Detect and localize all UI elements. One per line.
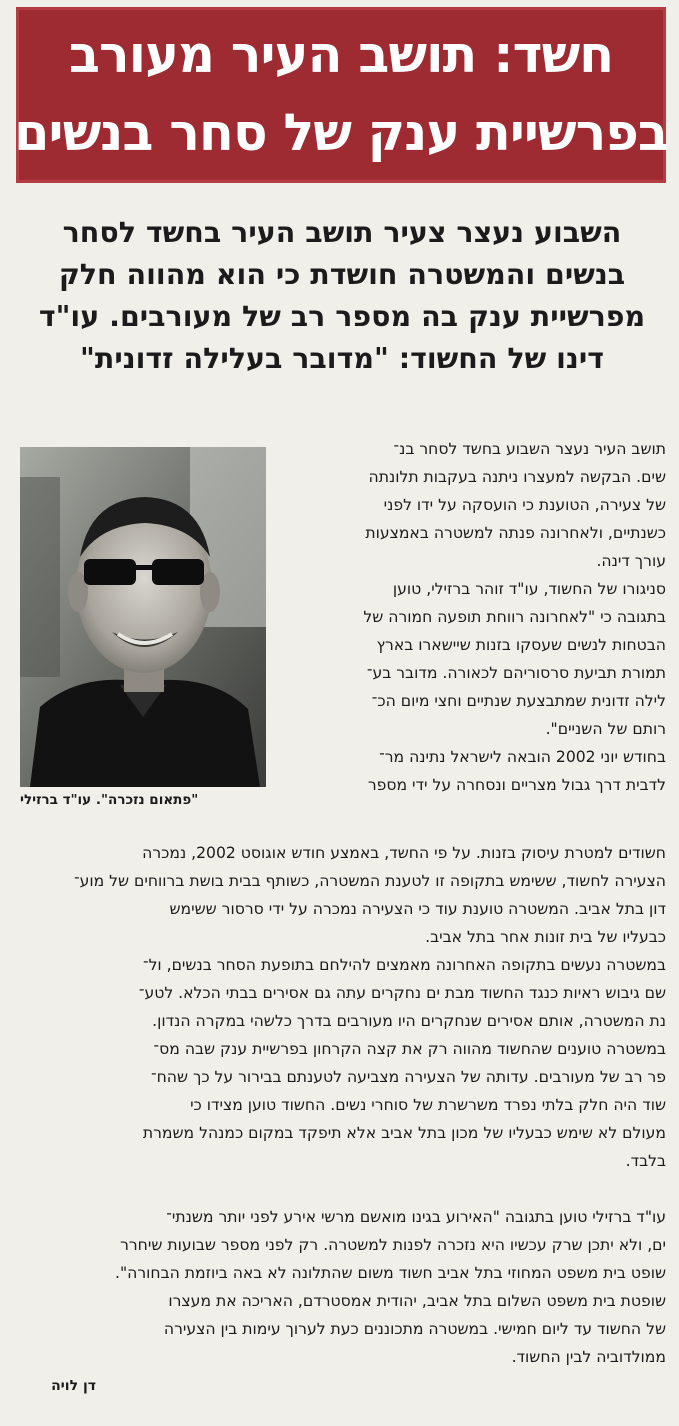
body-line: כשנתיים, ולאחרונה פנתה למשטרה באמצעות xyxy=(365,524,666,542)
body-line: לדבית דרך גבול מצריים ונסחרה על ידי מספר xyxy=(367,776,666,794)
body-line: שופטת בית משפט השלום בתל אביב, יהודית אמסטרדם, האריכה את מעצרו xyxy=(168,1292,666,1310)
body-line: בחודש יוני 2002 הובאה לישראל נתינה מר־ xyxy=(379,748,666,766)
body-line: רותם של השניים". xyxy=(545,720,666,738)
lead-line: בנשים והמשטרה חושדת כי הוא מהווה חלק xyxy=(58,258,626,291)
body-line: הצעירה לחשוד, ששימש בתקופה זו לטענת המשטרה, כשותף בבית בושת ברווחים של מוע־ xyxy=(73,872,666,890)
body-line: שם גיבוש ראיות כנגד החשוד מבת ים נחקרים עתה גם אסירים בבתי הכלא. לטע־ xyxy=(138,984,666,1002)
body-line: של צעירה, הטוענת כי הועסקה על ידו לפני xyxy=(383,496,666,514)
body-line: עורך דינה. xyxy=(596,552,666,570)
body-line: שים. הבקשה למעצרו ניתנה בעקבות תלונתה xyxy=(368,468,666,486)
body-line: שוד היה חלק בלתי נפרד משרשרת של סוחרי נשים. החשוד טוען מצידו כי xyxy=(190,1096,666,1114)
body-line: ים, ולא יתכן שרק עכשיו היא נזכרה לפנות למשטרה. רק לפני מספר שבועות שיחרר xyxy=(120,1236,666,1254)
body-line: עו"ד ברזילי טוען בתגובה "האירוע בגינו מואשם מרשי אירע לפני יותר משנתי־ xyxy=(166,1208,666,1226)
body-line: תושב העיר נעצר השבוע בחשד לסחר בנ־ xyxy=(393,440,666,458)
body-line: הבטחות לנשים שעסקו בזנות שיישארו בארץ xyxy=(376,636,666,654)
body-line: של החשוד עד ליום חמישי. במשטרה מתכוננים כעת לערוך עימות בין הצעירה xyxy=(163,1320,666,1338)
body-line: בלבד. xyxy=(625,1152,666,1170)
body-line: דון בתל אביב. המשטרה טוענת עוד כי הצעירה נמכרה על ידי סרסור ששימש xyxy=(169,900,666,918)
body-line: תמורת תביעת סרסוריהם לכאורה. מדובר בע־ xyxy=(366,664,666,682)
body-line: כבעליו של בית זונות אחר בתל אביב. xyxy=(425,928,666,946)
headline-line-2: בפרשיית ענק של סחר בנשים xyxy=(14,104,668,163)
lead-line: מפרשיית ענק בה מספר רב של מעורבים. עו"ד xyxy=(38,300,646,333)
author-byline: דן לויה xyxy=(51,1378,96,1394)
photo-caption: "פתאום נזכרה". עו"ד ברזילי xyxy=(20,792,199,808)
body-line: סניגורו של החשוד, עו"ד זוהר ברזילי, טוען xyxy=(392,580,666,598)
body-line: פר רב של מעורבים. עדותה של הצעירה מצביעה לטענתם בבירור על כך שהח־ xyxy=(150,1068,666,1086)
body-line: מעולם לא שימש כבעליו של מכון בתל אביב אלא תיפקד במקום כמנהל משמרת xyxy=(142,1124,666,1142)
body-line: לילה זדונית שמתבצעת שנתיים וחצי מיום הכ־ xyxy=(371,692,666,710)
headline-banner xyxy=(16,7,666,183)
body-line: במשטרה נעשים בתקופה האחרונה מאמצים להילחם בתופעת הסחר בנשים, ול־ xyxy=(142,956,666,974)
body-line: במשטרה טוענים שהחשוד מהווה רק את קצה הקרחון בפרשיית ענק שבה מס־ xyxy=(153,1040,666,1058)
body-line: נת המשטרה, אותם אסירים שנחקרים היו מעורבים בדרך כלשהי במקרה הנדון. xyxy=(152,1012,666,1030)
lead-line: השבוע נעצר צעיר תושב העיר בחשד לסחר xyxy=(62,216,622,249)
body-line: חשודים למטרת עיסוק בזנות. על פי החשד, באמצע חודש אוגוסט 2002, נמכרה xyxy=(142,844,666,862)
lead-line: דינו של החשוד: "מדובר בעלילה זדונית" xyxy=(80,342,604,375)
body-line: בתגובה כי "לאחרונה רווחת תופעה חמורה של xyxy=(363,608,666,626)
lawyer-photo xyxy=(20,447,266,787)
lawyer-portrait-image xyxy=(20,447,266,787)
headline-line-1: חשד: תושב העיר מעורב xyxy=(68,26,614,85)
lead-paragraph xyxy=(20,212,664,380)
body-line: שופט בית משפט המחוזי בתל אביב חשוד משום שהתלונה לא באה ביוזמת הבחורה". xyxy=(115,1264,666,1282)
body-line: ממולדוביה לבין החשוד. xyxy=(511,1348,666,1366)
